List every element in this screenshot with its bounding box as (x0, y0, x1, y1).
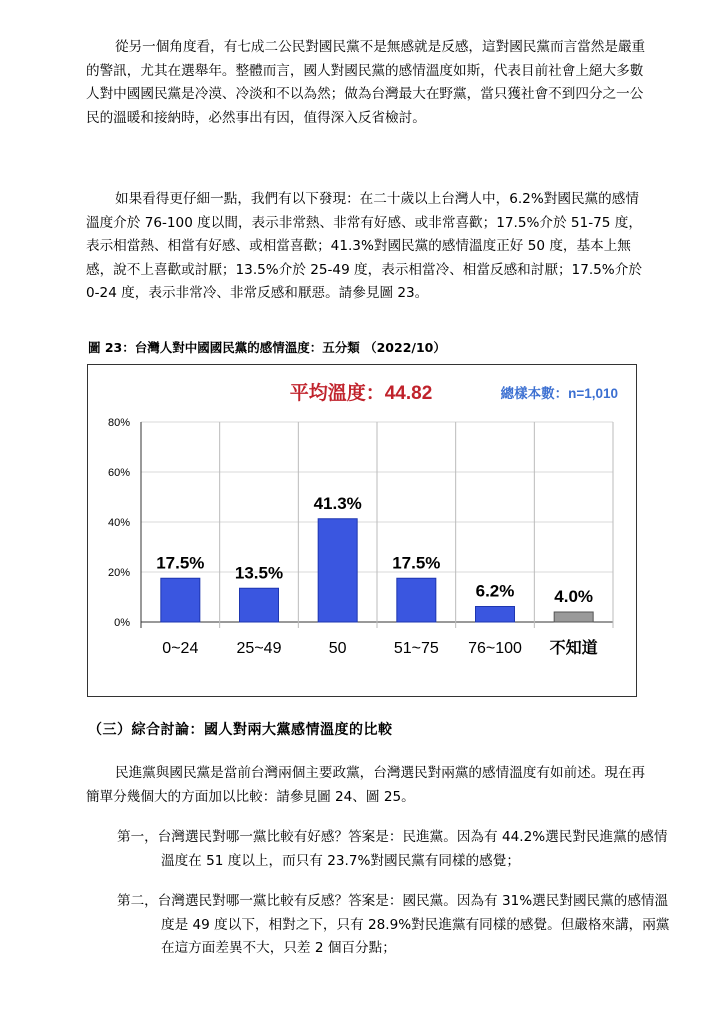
bar-3 (397, 578, 436, 622)
list-item: 第二，台灣選民對哪一黨比較有反感？答案是：國民黨。因為有 31%選民對國民黨的感情溫度是 49 度以下，相對之下，只有 28.9%對民進黨有同樣的感覺。但嚴格來講，兩黨在這方面差異不大，只差 2 個百分點； (117, 893, 670, 957)
data-label: 4.0% (554, 587, 594, 606)
data-label: 13.5% (234, 563, 284, 583)
section-title: （三）綜合討論：國人對兩大黨感情溫度的比較 (88, 722, 393, 738)
x-tick-label: 25~49 (236, 640, 282, 657)
bar-0 (161, 578, 200, 622)
x-tick-label: 不知道 (549, 640, 598, 657)
data-label: 17.5% (156, 553, 205, 573)
figure-caption: 圖 23：台灣人對中國國民黨的感情溫度：五分類 （2022/10） (88, 340, 446, 355)
sample-size-note: 總樣本數：n=1,010 (500, 386, 618, 401)
x-tick-label: 76~100 (468, 640, 522, 657)
chart-frame (87, 364, 637, 697)
x-tick-label: 50 (328, 640, 347, 657)
data-label: 6.2% (475, 581, 515, 601)
y-tick-label: 40% (107, 517, 130, 529)
intro-paragraph: 民進黨與國民黨是當前台灣兩個主要政黨，台灣選民對兩黨的感情溫度有如前述。現在再簡單分幾個大的方面加以比較：請參見圖 24、圖 25。 (86, 765, 646, 805)
data-label: 17.5% (392, 553, 441, 573)
bar-5 (554, 612, 593, 622)
y-tick-label: 20% (107, 567, 130, 579)
y-tick-label: 0% (114, 617, 130, 629)
list-item: 第一，台灣選民對哪一黨比較有好感？答案是：民進黨。因為有 44.2%選民對民進黨的感情溫度在 51 度以上，而只有 23.7%對國民黨有同樣的感覺； (117, 829, 668, 869)
paragraph-2: 如果看得更仔細一點，我們有以下發現：在二十歲以上台灣人中，6.2%對國民黨的感情溫度介於 76-100 度以間，表示非常熱、非常有好感、或非常喜歡；17.5%介於 51-75 度，表示相當熱、相當有好感、或相當喜歡；41.3%對國民黨的感情溫度正好 50 度，基本上無感，說不上喜歡或討厭；13.5%介於 25-49 度，表示相當冷、相當反感和討厭；17.5%介於 0-24 度，表示非常冷、非常反感和厭惡。請參見圖 23。 (86, 191, 642, 302)
bar-1 (240, 588, 279, 622)
bar-4 (476, 607, 515, 623)
y-tick-label: 60% (107, 467, 130, 479)
chart-title: 平均溫度：44.82 (289, 383, 433, 404)
bar-chart (88, 365, 636, 696)
bar-2 (318, 519, 357, 622)
x-tick-label: 51~75 (393, 640, 439, 657)
x-tick-label: 0~24 (162, 640, 199, 657)
y-tick-label: 80% (107, 417, 130, 429)
data-label: 41.3% (313, 493, 362, 513)
paragraph-1: 從另一個角度看，有七成二公民對國民黨不是無感就是反感，這對國民黨而言當然是嚴重的警訊，尤其在選舉年。整體而言，國人對國民黨的感情溫度如斯，代表目前社會上絕大多數人對中國國民黨是冷漠、冷淡和不以為然；做為台灣最大在野黨，當只獲社會不到四分之一公民的溫暖和接納時，必然事出有因，值得深入反省檢討。 (86, 39, 646, 126)
